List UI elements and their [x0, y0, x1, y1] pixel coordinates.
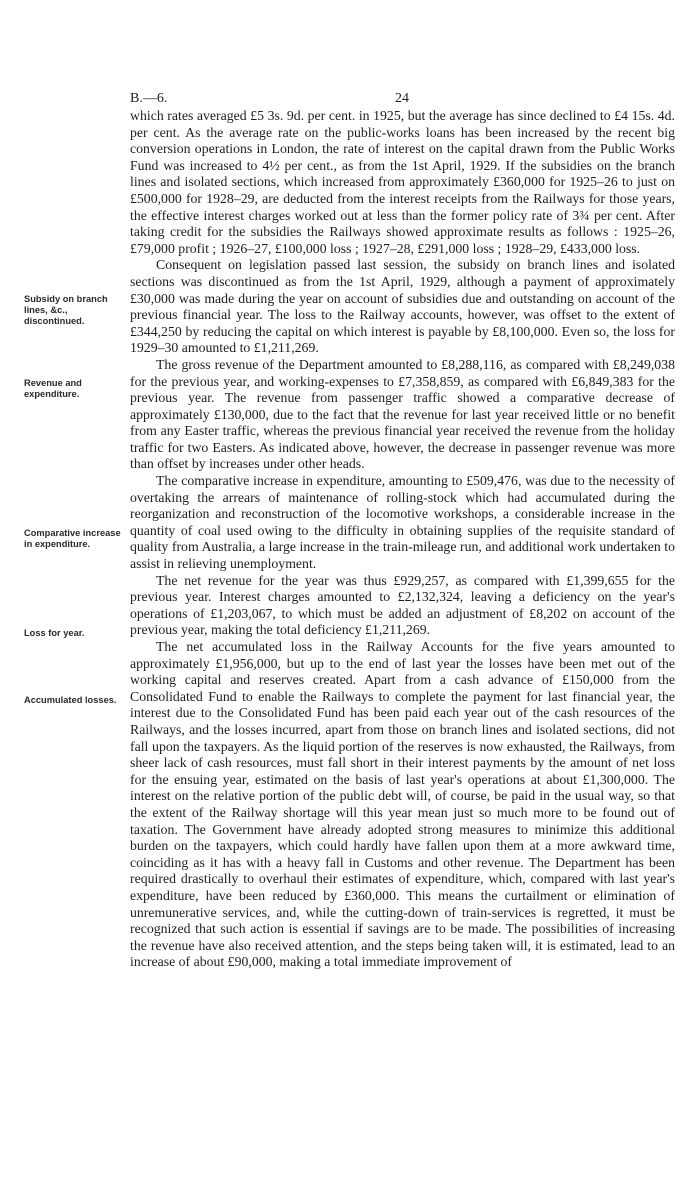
- document-reference: B.—6.: [130, 91, 168, 106]
- page-header: [130, 91, 675, 109]
- sidenote-loss-for-year: Loss for year.: [24, 628, 85, 638]
- paragraph-loss-for-year: The net revenue for the year was thus £929,257, as compared with £1,399,655 for the previous year. Interest charges amounted to £2,132,324, leaving a deficiency on the year's operations of £1,203,067, to which must be added an adjustment of £8,202 on account of the previous year, making the total deficiency £1,211,269.: [130, 572, 675, 638]
- sidenote-comparative-increase: Comparative increase in expenditure.: [24, 528, 121, 549]
- paragraph-expenditure: The comparative increase in expenditure, amounting to £509,476, was due to the necessity of overtaking the arrears of maintenance of rolling-stock which had accumulated during the reorganization and reconstruction of the locomotive workshops, a considerable increase in the quantity of coal used owing to the difficulty in obtaining supplies of the requisite standard of quality from Australia, a large increase in the train-mileage run, and additional work undertaken to assist in relieving unemployment.: [130, 473, 675, 572]
- sidenote-subsidy: Subsidy on branch lines, &c., discontinued.: [24, 294, 108, 326]
- sidenote-revenue: Revenue and expenditure.: [24, 378, 82, 399]
- body-text: [130, 108, 675, 971]
- paragraph-revenue: The gross revenue of the Department amounted to £8,288,116, as compared with £8,249,038 for the previous year, and working-expenses to £7,358,859, as compared with £6,849,383 for the previous year. The revenue from passenger traffic showed a comparative decrease of approximately £130,000, due to the fact that the revenue for last year received little or no benefit from any Easter traffic, whereas the previous financial year received the revenue from the holiday traffic for two Easters. As indicated above, however, the decrease in passenger revenue was more than offset by increases under other heads.: [130, 356, 675, 472]
- paragraph-accumulated-losses: The net accumulated loss in the Railway Accounts for the five years amounted to approximately £1,956,000, but up to the end of last year the losses have been met out of the working capital and reserves created. Apart from a cash advance of £150,000 from the Consolidated Fund to enable the Railways to complete the payment for last financial year, the interest due to the Consolidated Fund has been paid each year out of the cash resources of the Railways, and the losses incurred, apart from those on branch lines and isolated sections, did not fall upon the taxpayers. As the liquid portion of the reserves is now exhausted, the Railways, from sheer lack of cash resources, must fall short in their interest payments by the amount of net loss for the ensuing year, estimated on the basis of last year's operations at about £1,300,000. The interest on the relative portion of the public debt will, of course, be paid in the usual way, so that the extent of the Railway shortage will this year mean just so much more to be found out of taxation. The Government have already adopted strong measures to minimize this additional burden on the taxpayers, which could hardly have fallen upon them at a more awkward time, coinciding as it has with a heavy fall in Customs and other revenue. The Department has been required drastically to overhaul their estimates of expenditure, which, compared with last year's expenditure, have been reduced by £360,000. This means the curtailment or elimination of unremunerative services, and, while the cutting-down of train-services is regretted, it must be recognized that such action is essential if savings are to be made. The possibilities of increasing the revenue have also received attention, and the steps being taken will, it is estimated, lead to an increase of about £90,000, making a total immediate improvement of: [130, 639, 675, 970]
- page-number: 24: [395, 91, 409, 106]
- paragraph-interest-rates: which rates averaged £5 3s. 9d. per cent. in 1925, but the average has since declined to £4 15s. 4d. per cent. As the average rate on the public-works loans has been increased by the recent big conversion operations in London, the rate of interest on the capital drawn from the Public Works Fund was increased to 4½ per cent., as from the 1st April, 1929. If the subsidies on the branch lines and isolated sections, which increased from approximately £360,000 for 1925–26 to just on £500,000 for 1928–29, are deducted from the interest receipts from the Railways for those years, the effective interest charges worked out at less than the former policy rate of 3¾ per cent. After taking credit for the subsidies the Railways showed approximate results as follows : 1925–26, £79,000 profit ; 1926–27, £100,000 loss ; 1927–28, £291,000 loss ; 1928–29, £433,000 loss.: [130, 108, 675, 256]
- sidenote-accumulated-losses: Accumulated losses.: [24, 695, 117, 705]
- paragraph-subsidy: Consequent on legislation passed last session, the subsidy on branch lines and isolated sections was discontinued as from the 1st April, 1929, although a payment of approximately £30,000 was made during the year on account of subsidies due and outstanding on account of the previous financial year. The loss to the Railway accounts, however, was offset to the extent of £344,250 by reducing the capital on which interest is payable by £8,100,000. Even so, the loss for 1929–30 amounted to £1,211,269.: [130, 257, 675, 356]
